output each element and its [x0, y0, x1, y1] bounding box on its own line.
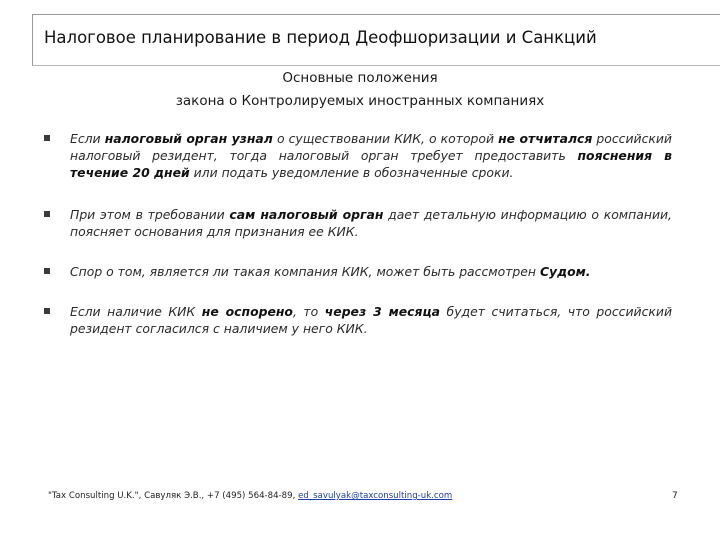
bullet-run: Если наличие КИК	[70, 304, 202, 319]
footer	[48, 491, 452, 501]
page-number: 7	[672, 491, 678, 501]
footer-contact: "Tax Consulting U.K.", Савуляк Э.В., +7 (495) 564-84-89,	[48, 491, 299, 501]
bullet-emphasis: сам налоговый орган	[229, 207, 384, 222]
bullet-run: или подать уведомление в обозначенные сроки.	[189, 165, 514, 180]
bullet-run: Если	[70, 131, 105, 146]
bullet-run: При этом в требовании	[70, 207, 230, 222]
footer-email-link[interactable]: ed_savulyak@taxconsulting-uk.com	[298, 491, 453, 501]
bullet-emphasis: Судом.	[539, 264, 591, 279]
bullet-emphasis: пояснения в течение 20 дней	[70, 148, 672, 180]
bullet-text	[70, 263, 672, 280]
bullet-text	[70, 303, 672, 337]
slide-title: Налоговое планирование в период Деофшоризации и Санкций	[44, 28, 597, 47]
bullet-text	[70, 130, 672, 181]
bullet-run: Спор о том, является ли такая компания КИК, может быть рассмотрен	[70, 264, 540, 279]
bullet-run: будет считаться, что российский резидент согласился с наличием у него КИК.	[70, 304, 672, 336]
bullet-run: дает детальную информацию о компании, поясняет основания для признания ее КИК.	[70, 207, 672, 239]
subtitle-line-1: Основные положения	[282, 70, 438, 86]
bullet-square-icon	[44, 135, 50, 141]
bullet-emphasis: налоговый орган узнал	[104, 131, 273, 146]
bullet-run: российский налоговый резидент, тогда налоговый орган требует предоставить	[70, 131, 672, 163]
subtitle-line-2: закона о Контролируемых иностранных компаниях	[175, 93, 545, 109]
bullet-emphasis: не отчитался	[498, 131, 593, 146]
bullet-square-icon	[44, 211, 50, 217]
bullet-square-icon	[44, 308, 50, 314]
bullet-run: о существовании КИК, о которой	[272, 131, 499, 146]
bullet-run: , то	[292, 304, 325, 319]
bullet-emphasis: не оспорено	[201, 304, 293, 319]
bullet-square-icon	[44, 268, 50, 274]
bullet-text	[70, 206, 672, 240]
bullet-emphasis: через 3 месяца	[324, 304, 441, 319]
